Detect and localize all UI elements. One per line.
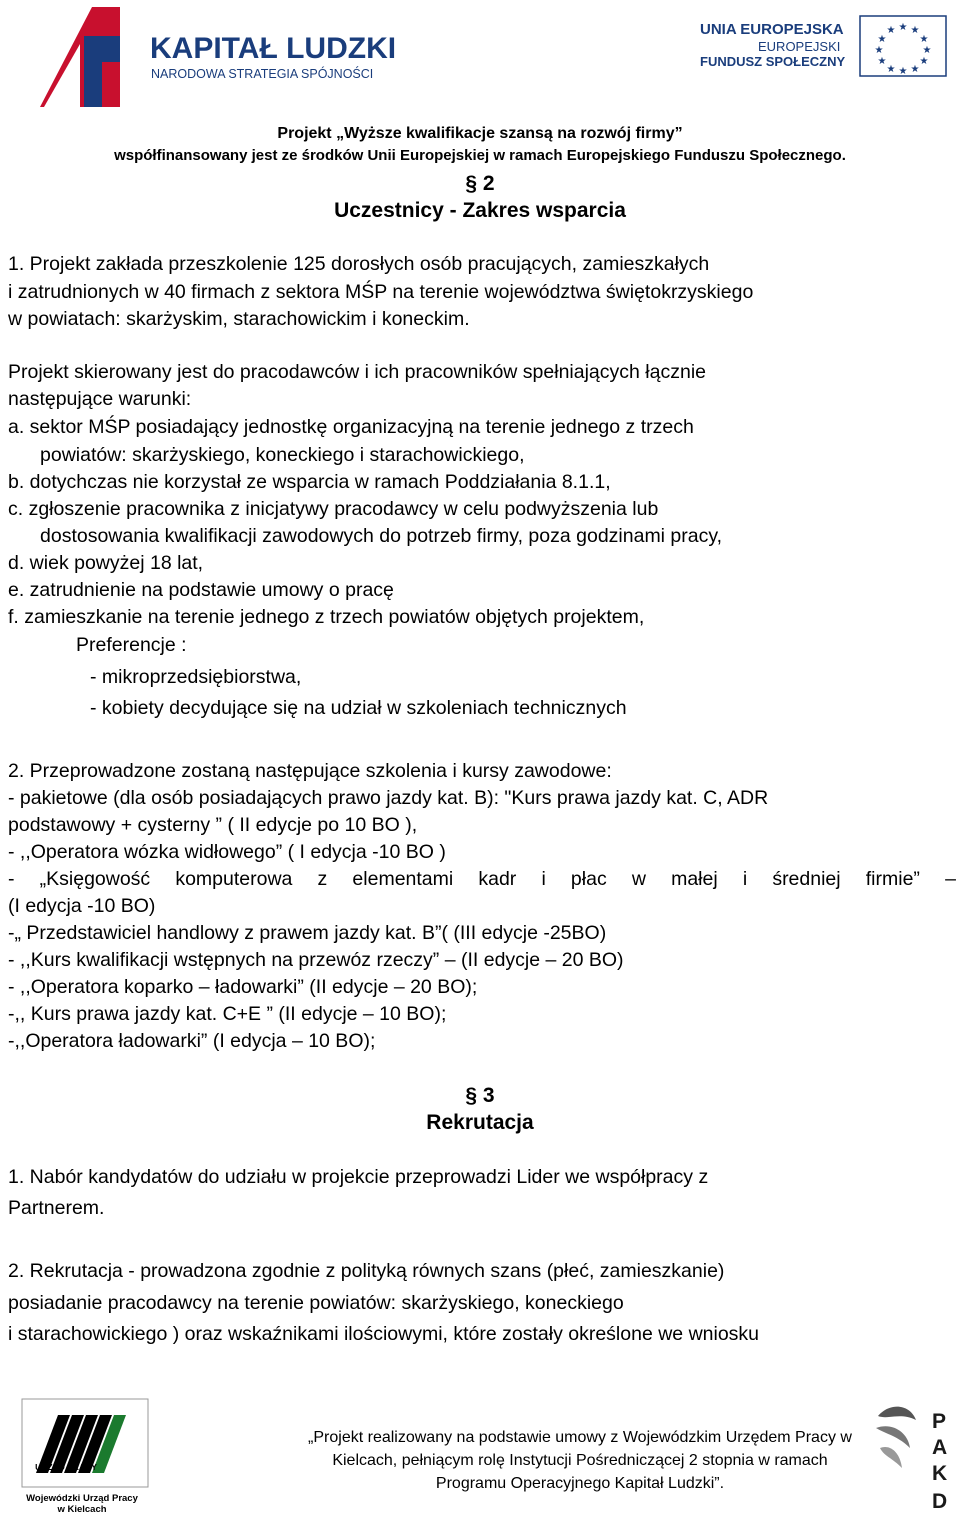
kapital-ludzki-logo [20, 2, 397, 112]
svg-text:★: ★ [877, 56, 887, 67]
svg-text:★: ★ [886, 64, 896, 75]
s3-p2-line2: posiadanie pracodawcy na terenie powiatów: skarżyskiego, koneckiego [8, 1292, 624, 1314]
s2-p1-line3: w powiatach: skarżyskim, starachowickim i koneckim. [8, 308, 470, 330]
course-7: -,, Kurs prawa jazdy kat. C+E ” (II edycje – 10 BO); [8, 1003, 447, 1025]
course-5: - ,,Kurs kwalifikacji wstępnych na przewóz rzeczy” – (II edycje – 20 BO) [8, 949, 624, 971]
pakd-logo-text: PAKD [870, 1398, 873, 1399]
svg-text:★: ★ [898, 22, 908, 33]
kl-logo-title: KAPITAŁ LUDZKI [150, 32, 397, 65]
wup-logo-icon [14, 1395, 150, 1515]
section-2-title: Uczestnicy - Zakres wsparcia [334, 199, 626, 222]
course-3-word: - [8, 868, 15, 890]
svg-text:★: ★ [910, 64, 920, 75]
course-3-line2: (I edycja -10 BO) [8, 895, 156, 917]
course-3-word: i [541, 868, 546, 890]
condition-a-line2: powiatów: skarżyskiego, koneckiego i starachowickiego, [40, 444, 525, 466]
course-3-word: małej [671, 868, 718, 890]
svg-text:K: K [932, 1462, 948, 1485]
course-3-word: i [742, 868, 748, 890]
course-3-word: średniej [772, 868, 841, 890]
wup-logo-label: URZĄD PRACY [35, 1462, 97, 1472]
s2-intro-line1: Projekt skierowany jest do pracodawców i ich pracowników spełniających łącznie [8, 361, 706, 383]
condition-a-line1: a. sektor MŚP posiadający jednostkę organizacyjną na terenie jednego z trzech [8, 416, 694, 438]
s2-intro-line2: następujące warunki: [8, 388, 192, 410]
course-8: -,,Operatora ładowarki” (I edycja – 10 BO); [8, 1030, 376, 1052]
condition-d: d. wiek powyżej 18 lat, [8, 552, 204, 574]
course-3-word: „Księgowość [39, 868, 151, 890]
course-3-word: z [317, 868, 328, 890]
course-2: - ,,Operatora wózka widłowego” ( I edycja -10 BO ) [8, 841, 446, 863]
svg-text:★: ★ [910, 25, 920, 36]
condition-c-line2: dostosowania kwalifikacji zawodowych do potrzeb firmy, poza godzinami pracy, [40, 525, 723, 547]
footer-text-line2: Kielcach, pełniącym rolę Instytucji Pośredniczącej 2 stopnia w ramach [332, 1452, 828, 1469]
kl-logo-subtitle: NARODOWA STRATEGIA SPÓJNOŚCI [151, 67, 374, 81]
course-3-word: elementami [352, 868, 454, 890]
cofinance-line: współfinansowany jest ze środków Unii Europejskiej w ramach Europejskiego Funduszu Społecznego. [114, 147, 846, 164]
course-6: - ,,Operatora koparko – ładowarki” (II edycje – 20 BO); [8, 976, 478, 998]
svg-text:★: ★ [874, 45, 884, 56]
preference-item-1: - mikroprzedsiębiorstwa, [90, 666, 302, 688]
pakd-logo [870, 1398, 956, 1516]
svg-text:★: ★ [919, 56, 929, 67]
svg-text:★: ★ [886, 25, 896, 36]
condition-e: e. zatrudnienie na podstawie umowy o pracę [8, 579, 394, 601]
condition-c-line1: c. zgłoszenie pracownika z inicjatywy pracodawcy w celu podwyższenia lub [8, 498, 659, 520]
course-3-word: firmie” [865, 868, 920, 890]
pakd-logo-icon [870, 1398, 956, 1516]
footer-text-line1: „Projekt realizowany na podstawie umowy z Wojewódzkim Urzędem Pracy w [308, 1429, 852, 1446]
preferences-label: Preferencje : [76, 634, 187, 656]
courses-title: 2. Przeprowadzone zostaną następujące szkolenia i kursy zawodowe: [8, 760, 612, 782]
footer-text-line3: Programu Operacyjnego Kapitał Ludzki”. [435, 1475, 725, 1492]
pakd-letters [932, 1410, 947, 1513]
condition-b: b. dotychczas nie korzystał ze wsparcia w ramach Poddziałania 8.1.1, [8, 471, 611, 493]
section-2-number: § 2 [465, 172, 495, 195]
kapital-ludzki-logo-icon [20, 2, 397, 112]
svg-text:★: ★ [922, 45, 932, 56]
svg-text:D: D [932, 1490, 948, 1513]
eu-logo [700, 12, 950, 82]
course-3-word: w [631, 868, 646, 890]
svg-text:★: ★ [898, 66, 908, 77]
course-4: -„ Przedstawiciel handlowy z prawem jazdy kat. B”( (III edycje -25BO) [8, 922, 607, 944]
preference-item-2: - kobiety decydujące się na udział w szkoleniach technicznych [90, 697, 627, 719]
course-3-word: kadr [478, 868, 517, 890]
course-3-word: komputerowa [175, 868, 293, 890]
course-3-word: płac [570, 868, 607, 890]
svg-text:A: A [932, 1436, 948, 1459]
footer-text [300, 1426, 860, 1495]
s3-p1-line1: 1. Nabór kandydatów do udziału w projekcie przeprowadzi Lider we współpracy z [8, 1166, 709, 1188]
s3-p2-line3: i starachowickiego ) oraz wskaźnikami ilościowymi, które zostały określone we wniosku [8, 1323, 760, 1345]
eu-logo-line1: EUROPEJSKI [758, 39, 841, 54]
wup-name-line1: Wojewódzki Urząd Pracy [26, 1493, 138, 1504]
s3-p1-line2: Partnerem. [8, 1197, 105, 1219]
svg-text:★: ★ [919, 34, 929, 45]
condition-f: f. zamieszkanie na terenie jednego z trzech powiatów objętych projektem, [8, 606, 645, 628]
section-3-number: § 3 [465, 1084, 495, 1107]
s3-p2-line1: 2. Rekrutacja - prowadzona zgodnie z polityką równych szans (płeć, zamieszkanie) [8, 1260, 725, 1282]
wup-name-line2: w Kielcach [57, 1504, 107, 1515]
svg-text:P: P [932, 1410, 947, 1433]
course-3-word: – [945, 868, 956, 890]
s2-p1-line1: 1. Projekt zakłada przeszkolenie 125 dorosłych osób pracujących, zamieszkałych [8, 253, 710, 275]
eu-logo-title: UNIA EUROPEJSKA [700, 21, 844, 38]
s2-p1-line2: i zatrudnionych w 40 firmach z sektora MŚP na terenie województwa świętokrzyskiego [8, 281, 754, 303]
wup-logo [14, 1395, 150, 1515]
project-title: Projekt „Wyższe kwalifikacje szansą na rozwój firmy” [277, 125, 683, 142]
eu-logo-line2: FUNDUSZ SPOŁECZNY [700, 54, 846, 69]
course-1-line2: podstawowy + cysterny ” ( II edycje po 10 BO ), [8, 814, 418, 836]
course-1-line1: - pakietowe (dla osób posiadających prawo jazdy kat. B): "Kurs prawa jazdy kat. C, ADR [8, 787, 769, 809]
section-3-title: Rekrutacja [426, 1111, 534, 1134]
eu-flag-icon [700, 12, 950, 82]
svg-text:★: ★ [877, 34, 887, 45]
course-3-line1 [8, 866, 956, 892]
